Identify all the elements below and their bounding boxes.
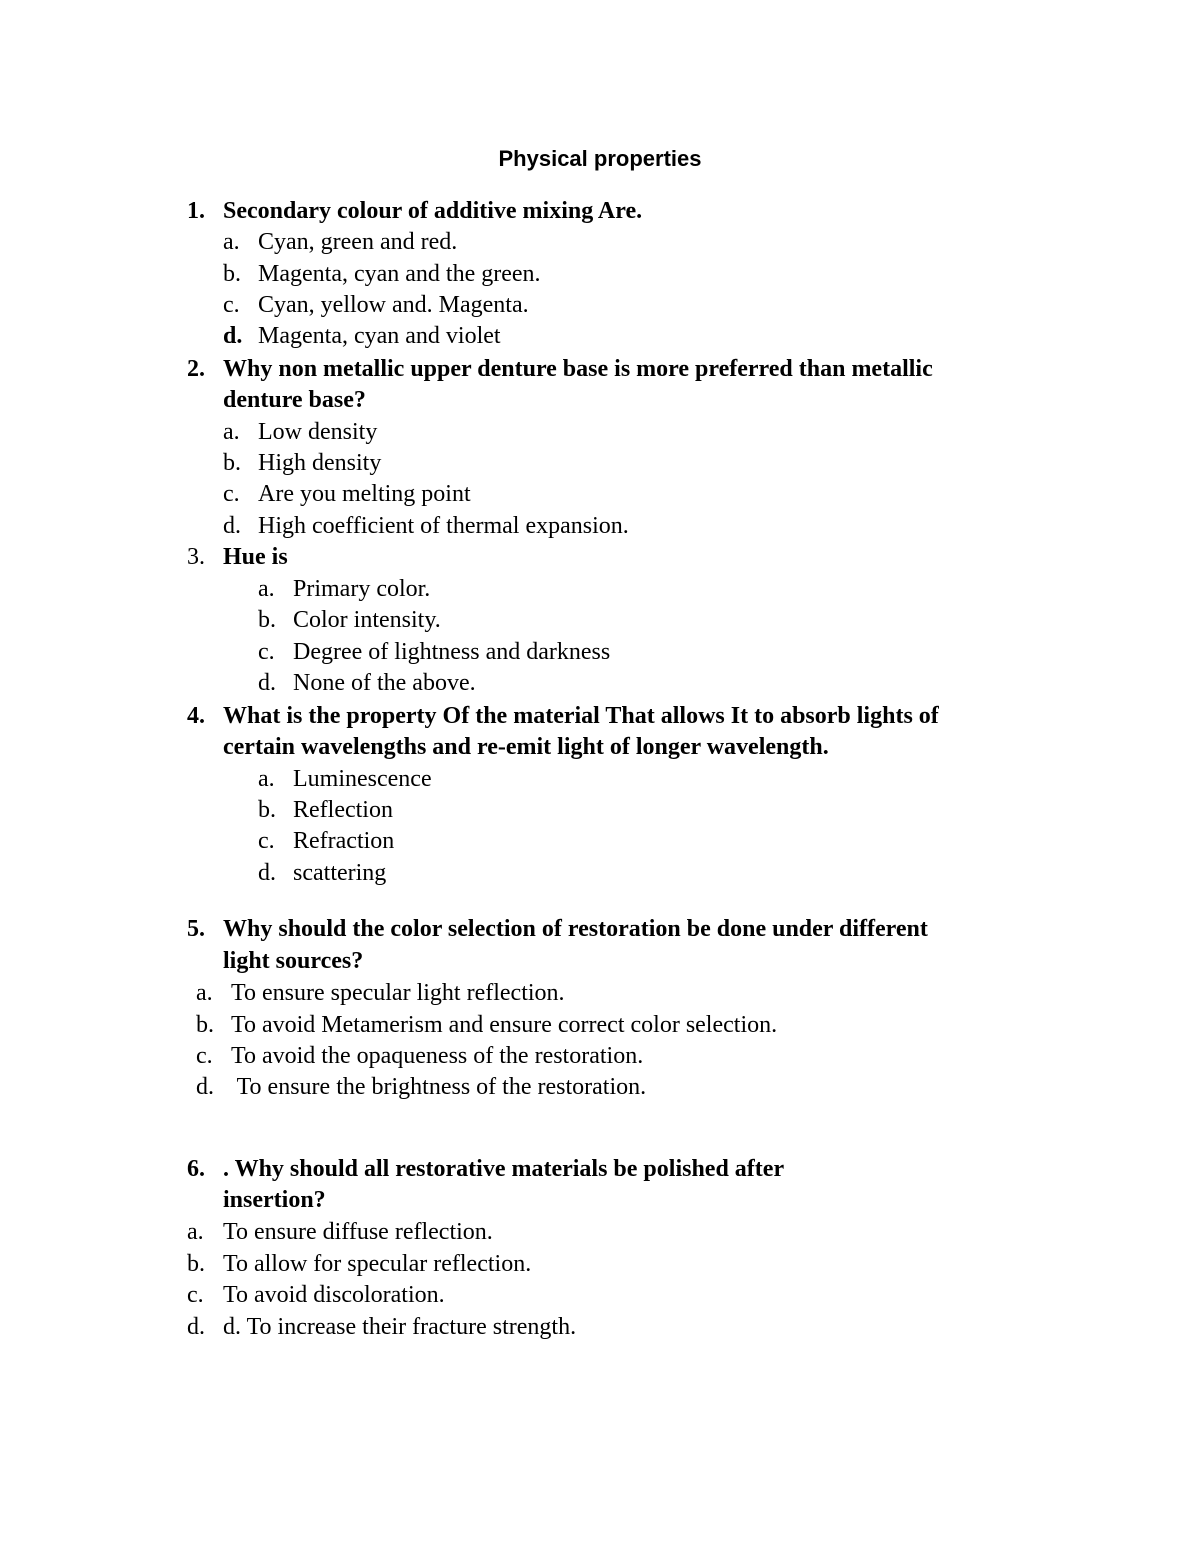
question-number: 3. (187, 544, 205, 570)
question-number: 5. (187, 916, 205, 942)
option-letter: a. (187, 1219, 204, 1245)
option-letter: c. (223, 292, 240, 318)
option-text: High coefficient of thermal expansion. (258, 513, 629, 539)
option-letter: a. (258, 576, 275, 602)
option-text: To avoid the opaqueness of the restoration. (231, 1043, 644, 1069)
option-letter: d. (223, 323, 243, 349)
option-letter: d. (223, 513, 241, 539)
option-letter: c. (258, 828, 275, 854)
option-text: High density (258, 450, 382, 476)
option-letter: c. (223, 481, 240, 507)
question-text: Secondary colour of additive mixing Are. (223, 198, 643, 224)
option-text: Are you melting point (258, 481, 471, 507)
page-title: Physical properties (498, 146, 702, 171)
question-number: 2. (187, 356, 205, 382)
option-letter: d. (258, 670, 276, 696)
question-text: Why should the color selection of restoration be done under different (223, 916, 928, 942)
question-number: 6. (187, 1156, 205, 1182)
option-letter: a. (223, 419, 240, 445)
option-letter: a. (223, 229, 240, 255)
option-letter: c. (187, 1282, 204, 1308)
question-number: 1. (187, 198, 205, 224)
option-letter: b. (196, 1012, 214, 1038)
question-number: 4. (187, 703, 205, 729)
option-text: To avoid discoloration. (223, 1282, 445, 1308)
option-letter: a. (196, 980, 213, 1006)
option-text: Degree of lightness and darkness (293, 639, 611, 665)
option-text: scattering (293, 860, 387, 886)
question-text: Hue is (223, 544, 288, 570)
option-text: Reflection (293, 797, 393, 823)
question-text: light sources? (223, 948, 364, 974)
option-letter: b. (223, 261, 241, 287)
option-letter: c. (196, 1043, 213, 1069)
option-text: Magenta, cyan and the green. (258, 261, 541, 287)
option-text: Color intensity. (293, 607, 441, 633)
option-letter: b. (223, 450, 241, 476)
option-text: To ensure specular light reflection. (231, 980, 565, 1006)
option-letter: d. (187, 1314, 205, 1340)
option-letter: c. (258, 639, 275, 665)
option-text: Primary color. (293, 576, 431, 602)
option-text: Cyan, yellow and. Magenta. (258, 292, 529, 318)
option-text: To avoid Metamerism and ensure correct color selection. (231, 1012, 778, 1038)
option-letter: b. (258, 797, 276, 823)
option-text: Low density (258, 419, 378, 445)
option-text: Refraction (293, 828, 395, 854)
option-text: Cyan, green and red. (258, 229, 458, 255)
option-text: To allow for specular reflection. (223, 1251, 532, 1277)
option-text: d. To increase their fracture strength. (223, 1314, 577, 1340)
question-text: . Why should all restorative materials be polished after (223, 1156, 785, 1182)
question-text: denture base? (223, 387, 366, 413)
option-text: Luminescence (293, 766, 432, 792)
option-letter: b. (187, 1251, 205, 1277)
question-text: What is the property Of the material That allows It to absorb lights of (223, 703, 939, 729)
option-text: Magenta, cyan and violet (258, 323, 501, 349)
question-text: certain wavelengths and re-emit light of longer wavelength. (223, 734, 829, 760)
option-letter: a. (258, 766, 275, 792)
option-letter: b. (258, 607, 276, 633)
option-letter: d. (196, 1074, 214, 1100)
question-text: Why non metallic upper denture base is more preferred than metallic (223, 356, 933, 382)
option-text: None of the above. (293, 670, 476, 696)
option-text: To ensure the brightness of the restoration. (231, 1074, 647, 1100)
question-text: insertion? (223, 1187, 326, 1213)
option-letter: d. (258, 860, 276, 886)
option-text: To ensure diffuse reflection. (223, 1219, 493, 1245)
